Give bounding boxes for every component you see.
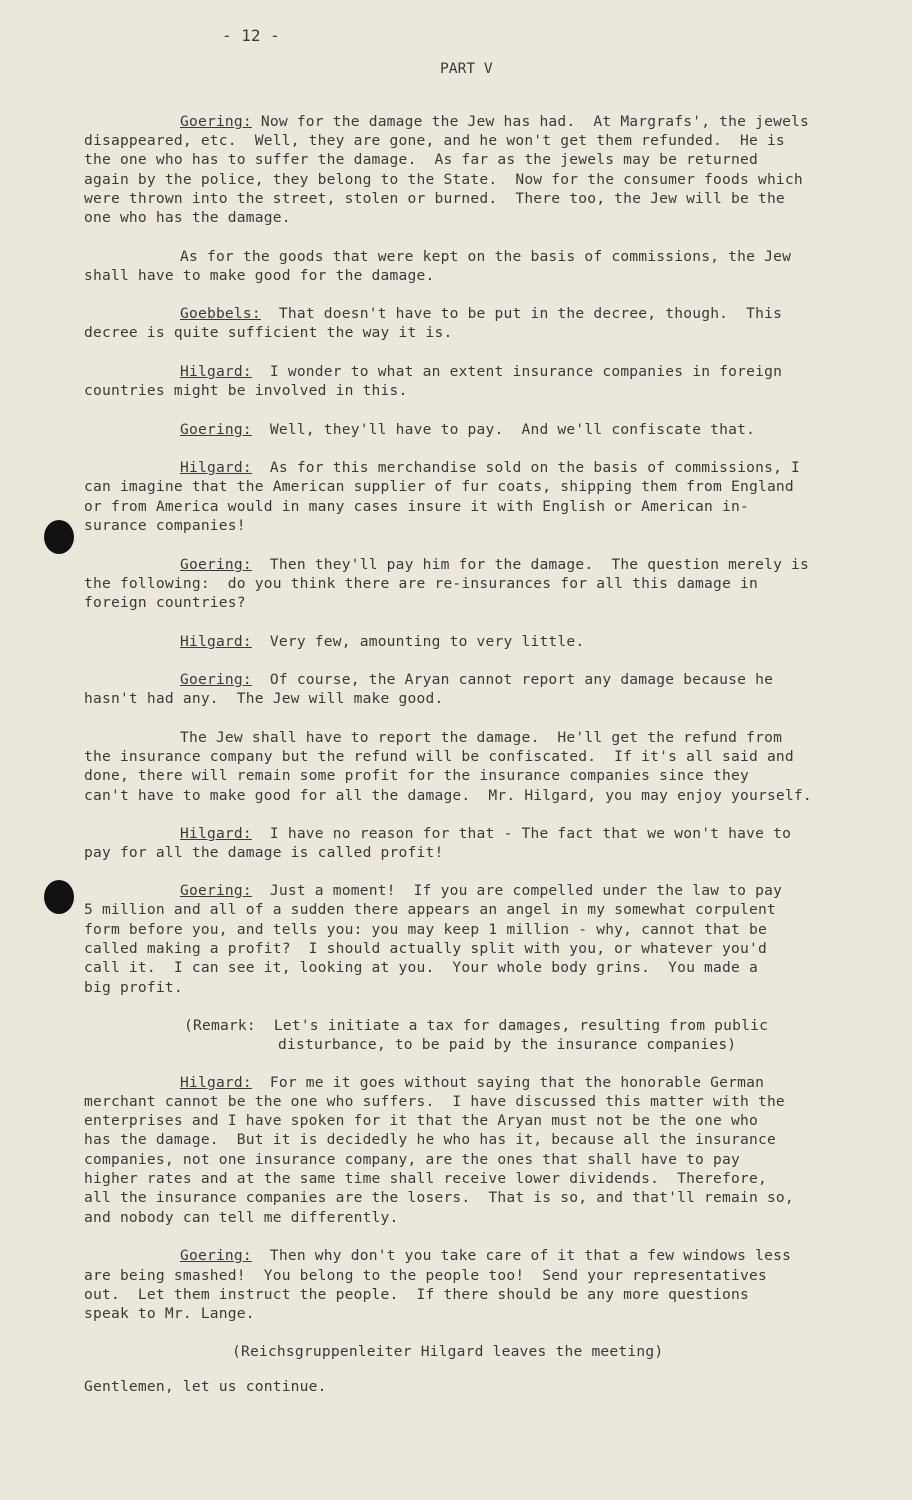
text-line: Goering: Just a moment! If you are compelled under the law to pay [180, 882, 783, 899]
punch-hole-top [44, 520, 74, 554]
speaker-name: Hilgard: [180, 459, 252, 476]
speaker-name: Hilgard: [180, 633, 252, 650]
speaker-name: Goebbels: [180, 305, 261, 322]
stage-note: (Reichsgruppenleiter Hilgard leaves the meeting) [232, 1343, 664, 1360]
text-line: Gentlemen, let us continue. [84, 1378, 327, 1395]
text-line: the insurance company but the refund will be confiscated. If it's all said and [84, 748, 794, 765]
text-line: hasn't had any. The Jew will make good. [84, 690, 444, 707]
text-line: companies, not one insurance company, are the ones that shall have to pay [84, 1151, 740, 1168]
text-line: 5 million and all of a sudden there appears an angel in my somewhat corpulent [84, 901, 776, 918]
text-line: Hilgard: I wonder to what an extent insurance companies in foreign [180, 363, 783, 380]
remark-line: disturbance, to be paid by the insurance companies) [278, 1036, 737, 1053]
text-line: Hilgard: I have no reason for that - The fact that we won't have to [180, 825, 792, 842]
speaker-name: Goering: [180, 556, 252, 573]
text-line: shall have to make good for the damage. [84, 267, 435, 284]
text-line: Goebbels: That doesn't have to be put in the decree, though. This [180, 305, 783, 322]
text-line: again by the police, they belong to the State. Now for the consumer foods which [84, 171, 803, 188]
text-line: Goering: Then they'll pay him for the damage. The question merely is [180, 556, 810, 573]
text-line: foreign countries? [84, 594, 246, 611]
text-line: merchant cannot be the one who suffers. I have discussed this matter with the [84, 1093, 785, 1110]
text-line: surance companies! [84, 517, 246, 534]
speaker-name: Goering: [180, 113, 252, 130]
text-line: call it. I can see it, looking at you. Your whole body grins. You made a [84, 959, 758, 976]
speaker-name: Hilgard: [180, 363, 252, 380]
text-line: can imagine that the American supplier of fur coats, shipping them from England [84, 478, 794, 495]
text-line: speak to Mr. Lange. [84, 1305, 255, 1322]
text-line: out. Let them instruct the people. If there should be any more questions [84, 1286, 749, 1303]
punch-hole-bottom [44, 880, 74, 914]
speaker-name: Hilgard: [180, 825, 252, 842]
text-line: or from America would in many cases insure it with English or American in- [84, 498, 749, 515]
text-line: big profit. [84, 979, 183, 996]
text-line: As for the goods that were kept on the basis of commissions, the Jew [180, 248, 792, 265]
speaker-name: Hilgard: [180, 1074, 252, 1091]
text-line: decree is quite sufficient the way it is. [84, 324, 453, 341]
text-line: enterprises and I have spoken for it that the Aryan must not be the one who [84, 1112, 758, 1129]
text-line: form before you, and tells you: you may keep 1 million - why, cannot that be [84, 921, 767, 938]
speaker-name: Goering: [180, 1247, 252, 1264]
page-number: - 12 - [222, 26, 280, 45]
text-line: Goering: Well, they'll have to pay. And we'll confiscate that. [180, 421, 756, 438]
text-line: countries might be involved in this. [84, 382, 408, 399]
part-title: PART V [440, 60, 493, 77]
text-line: done, there will remain some profit for the insurance companies since they [84, 767, 749, 784]
remark-line: (Remark: Let's initiate a tax for damages, resulting from public [184, 1017, 769, 1034]
text-line: has the damage. But it is decidedly he who has it, because all the insurance [84, 1131, 776, 1148]
text-line: the following: do you think there are re-insurances for all this damage in [84, 575, 758, 592]
text-line: the one who has to suffer the damage. As far as the jewels may be returned [84, 151, 758, 168]
text-line: Goering: Then why don't you take care of it that a few windows less [180, 1247, 792, 1264]
text-line: pay for all the damage is called profit! [84, 844, 444, 861]
text-line: can't have to make good for all the damage. Mr. Hilgard, you may enjoy yourself. [84, 787, 812, 804]
text-line: all the insurance companies are the losers. That is so, and that'll remain so, [84, 1189, 794, 1206]
text-line: Hilgard: As for this merchandise sold on the basis of commissions, I [180, 459, 801, 476]
speaker-name: Goering: [180, 421, 252, 438]
text-line: called making a profit? I should actually split with you, or whatever you'd [84, 940, 767, 957]
speaker-name: Goering: [180, 882, 252, 899]
text-line: are being smashed! You belong to the people too! Send your representatives [84, 1267, 767, 1284]
text-line: one who has the damage. [84, 209, 291, 226]
text-line: higher rates and at the same time shall receive lower dividends. Therefore, [84, 1170, 767, 1187]
text-line: The Jew shall have to report the damage. He'll get the refund from [180, 729, 783, 746]
remark-label: (Remark: [184, 1017, 256, 1034]
text-line: Hilgard: For me it goes without saying that the honorable German [180, 1074, 765, 1091]
text-line: Goering: Of course, the Aryan cannot report any damage because he [180, 671, 774, 688]
speaker-name: Goering: [180, 671, 252, 688]
text-line: and nobody can tell me differently. [84, 1209, 399, 1226]
text-line: disappeared, etc. Well, they are gone, and he won't get them refunded. He is [84, 132, 785, 149]
text-line: were thrown into the street, stolen or burned. There too, the Jew will be the [84, 190, 785, 207]
text-line: Hilgard: Very few, amounting to very little. [180, 633, 585, 650]
text-line: Goering: Now for the damage the Jew has had. At Margrafs', the jewels [180, 113, 810, 130]
